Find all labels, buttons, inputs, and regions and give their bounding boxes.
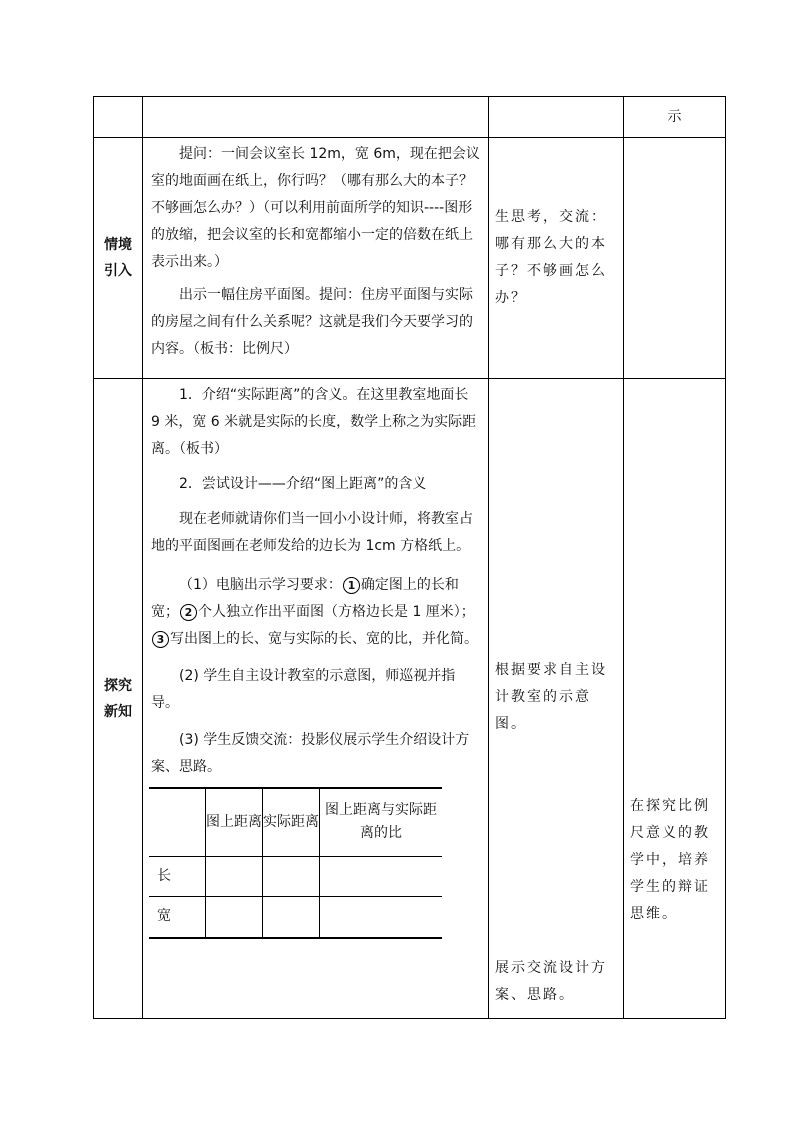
header-cell-2 [143, 97, 489, 138]
distance-ratio-table [149, 787, 442, 939]
ratio-table-cell [263, 896, 320, 938]
ratio-table-row-length [149, 856, 442, 896]
ratio-table-row-label-width: 宽 [149, 896, 206, 938]
ratio-table-header-row [149, 788, 442, 856]
header-cell-1 [94, 97, 143, 138]
circled-number-3: 3 [152, 631, 169, 648]
explore-paragraph-3: 现在老师就请你们当一回小小设计师，将教室占地的平面图画在老师发给的边长为 1cm 方格纸上。 [151, 511, 473, 554]
intro-row [94, 138, 726, 379]
ratio-table-row-label-length: 长 [149, 856, 206, 896]
explore-row [94, 379, 726, 1019]
requirement-1: 确定图上的长和宽； [151, 577, 459, 620]
intro-student-activity: 生思考，交流：哪有那么大的本子？不够画怎么办？ [489, 138, 624, 379]
circled-number-2: 2 [180, 604, 197, 621]
circled-number-1: 1 [343, 577, 360, 594]
explore-paragraph-1: 1．介绍“实际距离”的含义。在这里教室地面长 9 米，宽 6 米就是实际的长度，数学上称之为实际距离。（板书） [151, 387, 477, 457]
ratio-table-cell [320, 856, 443, 896]
requirements-intro: （1）电脑出示学习要求： [179, 577, 342, 593]
ratio-table-header-ratio: 图上距离与实际距离的比 [320, 788, 443, 856]
header-cell-4: 示 [624, 97, 726, 138]
requirement-2: 个人独立作出平面图（方格边长是 1 厘米）； [198, 604, 475, 620]
explore-stage-line2: 新知 [104, 703, 132, 720]
ratio-table-cell [206, 856, 263, 896]
intro-stage-line1: 情境 [104, 237, 132, 253]
intro-paragraph-2: 出示一幅住房平面图。提问：住房平面图与实际的房屋之间有什么关系呢？这就是我们今天要学习的内容。（板书：比例尺） [151, 287, 473, 357]
requirement-3: 写出图上的长、宽与实际的长、宽的比，并化简。 [170, 631, 478, 647]
intro-intent [624, 138, 726, 379]
ratio-table-row-width [149, 896, 442, 938]
intro-stage-line2: 引入 [104, 263, 132, 279]
explore-paragraph-6: (3) 学生反馈交流：投影仪展示学生介绍设计方案、思路。 [151, 732, 470, 775]
explore-student-text-2: 展示交流设计方案、思路。 [495, 960, 607, 1003]
explore-teacher-activity [143, 379, 489, 1019]
explore-intent [624, 379, 726, 1019]
explore-student-text-1: 根据要求自主设计教室的示意图。 [495, 662, 607, 732]
ratio-table-cell [320, 896, 443, 938]
explore-stage-label [94, 379, 143, 1019]
lesson-plan-table [93, 96, 726, 1019]
explore-intent-text: 在探究比例尺意义的教学中，培养学生的辩证思维。 [630, 798, 710, 922]
header-row [94, 97, 726, 138]
ratio-table-cell [206, 896, 263, 938]
ratio-table-header-map: 图上距离 [206, 788, 263, 856]
header-cell-3 [489, 97, 624, 138]
ratio-table-corner [149, 788, 206, 856]
explore-student-activity [489, 379, 624, 1019]
explore-stage-line1: 探究 [104, 677, 132, 694]
intro-paragraph-1: 提问：一间会议室长 12m，宽 6m，现在把会议室的地面画在纸上，你行吗？（哪有那么大的本子？不够画怎么办？）（可以利用前面所学的知识----图形的放缩，把会议室的长和宽都缩小一定的倍数在纸上表示出来。） [151, 146, 480, 270]
ratio-table-cell [263, 856, 320, 896]
intro-teacher-activity [143, 138, 489, 379]
ratio-table-header-actual: 实际距离 [263, 788, 320, 856]
explore-paragraph-5: (2) 学生自主设计教室的示意图，师巡视并指导。 [151, 668, 456, 711]
explore-paragraph-4 [151, 572, 480, 653]
intro-stage-label [94, 138, 143, 379]
explore-paragraph-2: 2．尝试设计——介绍“图上距离”的含义 [179, 476, 427, 492]
